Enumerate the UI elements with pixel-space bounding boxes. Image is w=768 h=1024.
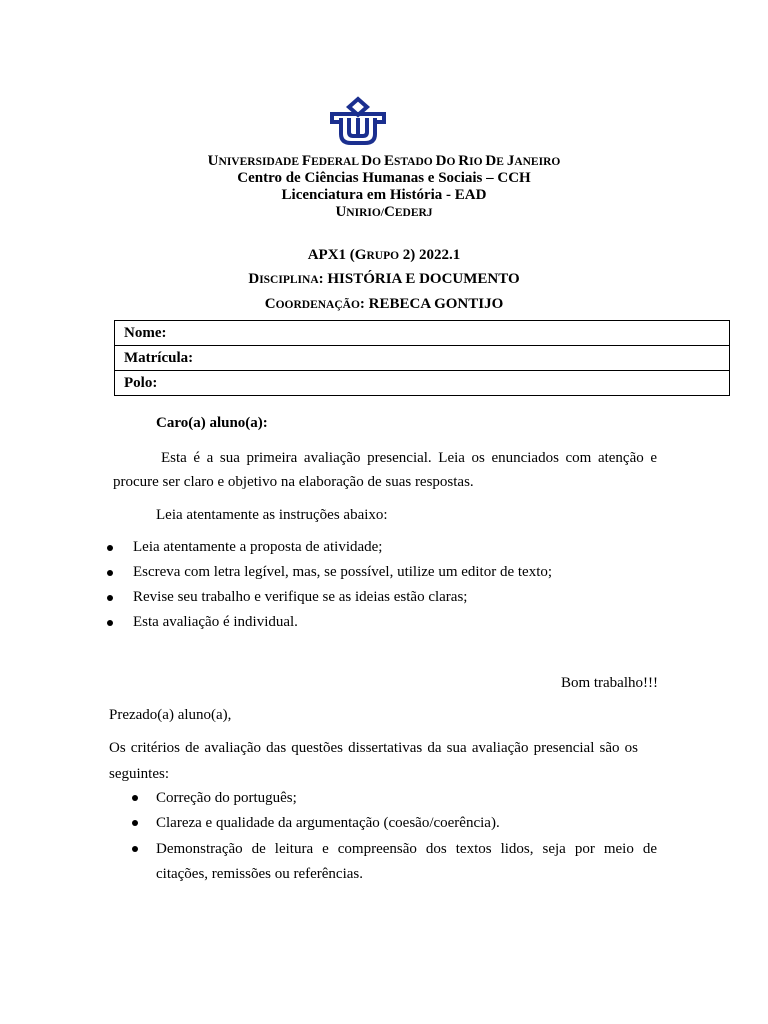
instruction-item: Esta avaliação é individual. <box>133 614 298 630</box>
bullet-dot <box>107 620 113 626</box>
coordination-initial: C <box>264 296 276 312</box>
university-name-part: IO <box>469 156 486 168</box>
registration-field[interactable]: Matrícula: <box>115 346 730 371</box>
university-name-part: E <box>496 156 507 168</box>
student-info-table <box>114 320 730 396</box>
exam-title-a: APX1 (G <box>307 247 367 263</box>
university-name-initial: U <box>207 153 219 169</box>
criteria-intro-line-2: seguintes: <box>109 766 169 782</box>
exam-title-b: RUPO <box>366 250 400 262</box>
unirio-cederj <box>0 204 768 222</box>
university-name-part: EDERAL <box>311 156 362 168</box>
university-name-initial: E <box>383 153 394 169</box>
university-logo <box>327 96 389 146</box>
coordination-value: : REBECA GONTIJO <box>359 296 504 312</box>
university-name-part: ANEIRO <box>514 156 561 168</box>
university-name-initial: D <box>435 153 447 169</box>
university-name-part: O <box>446 156 459 168</box>
center-name: Centro de Ciências Humanas e Sociais – CCH <box>237 170 531 186</box>
discipline <box>0 271 768 289</box>
instruction-item: Leia atentamente a proposta de atividade; <box>133 539 383 555</box>
polo-field[interactable]: Polo: <box>115 371 730 396</box>
university-name-initial: F <box>301 153 312 169</box>
intro-line-2: procure ser claro e objetivo na elaboração de suas respostas. <box>113 474 474 490</box>
course-name: Licenciatura em História - EAD <box>281 187 487 203</box>
university-name <box>0 153 768 171</box>
unirio-part: NIRIO/ <box>346 207 384 219</box>
instruction-item: Escreva com letra legível, mas, se possível, utilize um editor de texto; <box>133 564 553 580</box>
coordination-label: OORDENAÇÃO <box>275 299 360 311</box>
instruction-item: Revise seu trabalho e verifique se as ideias estão claras; <box>133 589 468 605</box>
criteria-item: Demonstração de leitura e compreensão dos textos lidos, seja por meio de <box>156 841 657 857</box>
bullet-dot <box>132 795 138 801</box>
unirio-part: EDERJ <box>394 207 433 219</box>
discipline-value: : HISTÓRIA E DOCUMENTO <box>318 271 520 287</box>
unirio-initial: U <box>335 204 347 220</box>
discipline-label: ISCIPLINA <box>259 274 319 286</box>
sign-off: Bom trabalho!!! <box>560 675 658 691</box>
dear-student: Prezado(a) aluno(a), <box>109 707 232 723</box>
greeting: Caro(a) aluno(a): <box>156 415 268 431</box>
bullet-dot <box>107 595 113 601</box>
university-name-part: STADO <box>393 156 436 168</box>
bullet-dot <box>132 820 138 826</box>
intro-line-1: Esta é a sua primeira avaliação presencial. Leia os enunciados com atenção e <box>161 450 657 466</box>
unirio-initial: C <box>384 204 395 220</box>
criteria-intro-line-1: Os critérios de avaliação das questões dissertativas da sua avaliação presencial são os <box>109 740 638 756</box>
university-name-part: NIVERSIDADE <box>218 156 302 168</box>
exam-title <box>0 247 768 265</box>
discipline-initial: D <box>248 271 260 287</box>
coordination <box>0 296 768 314</box>
bullet-dot <box>132 846 138 852</box>
exam-title-c: 2) 2022.1 <box>399 247 461 263</box>
university-name-initial: D <box>485 153 497 169</box>
university-name-part: O <box>372 156 384 168</box>
bullet-dot <box>107 545 113 551</box>
instructions-lead: Leia atentamente as instruções abaixo: <box>156 507 388 523</box>
university-name-initial: R <box>458 153 470 169</box>
criteria-item-continuation: citações, remissões ou referências. <box>156 866 363 882</box>
name-field[interactable]: Nome: <box>115 321 730 346</box>
criteria-item: Clareza e qualidade da argumentação (coesão/coerência). <box>156 815 500 831</box>
criteria-item: Correção do português; <box>156 790 297 806</box>
university-name-initial: D <box>361 153 373 169</box>
bullet-dot <box>107 570 113 576</box>
university-name-initial: J <box>506 153 515 169</box>
